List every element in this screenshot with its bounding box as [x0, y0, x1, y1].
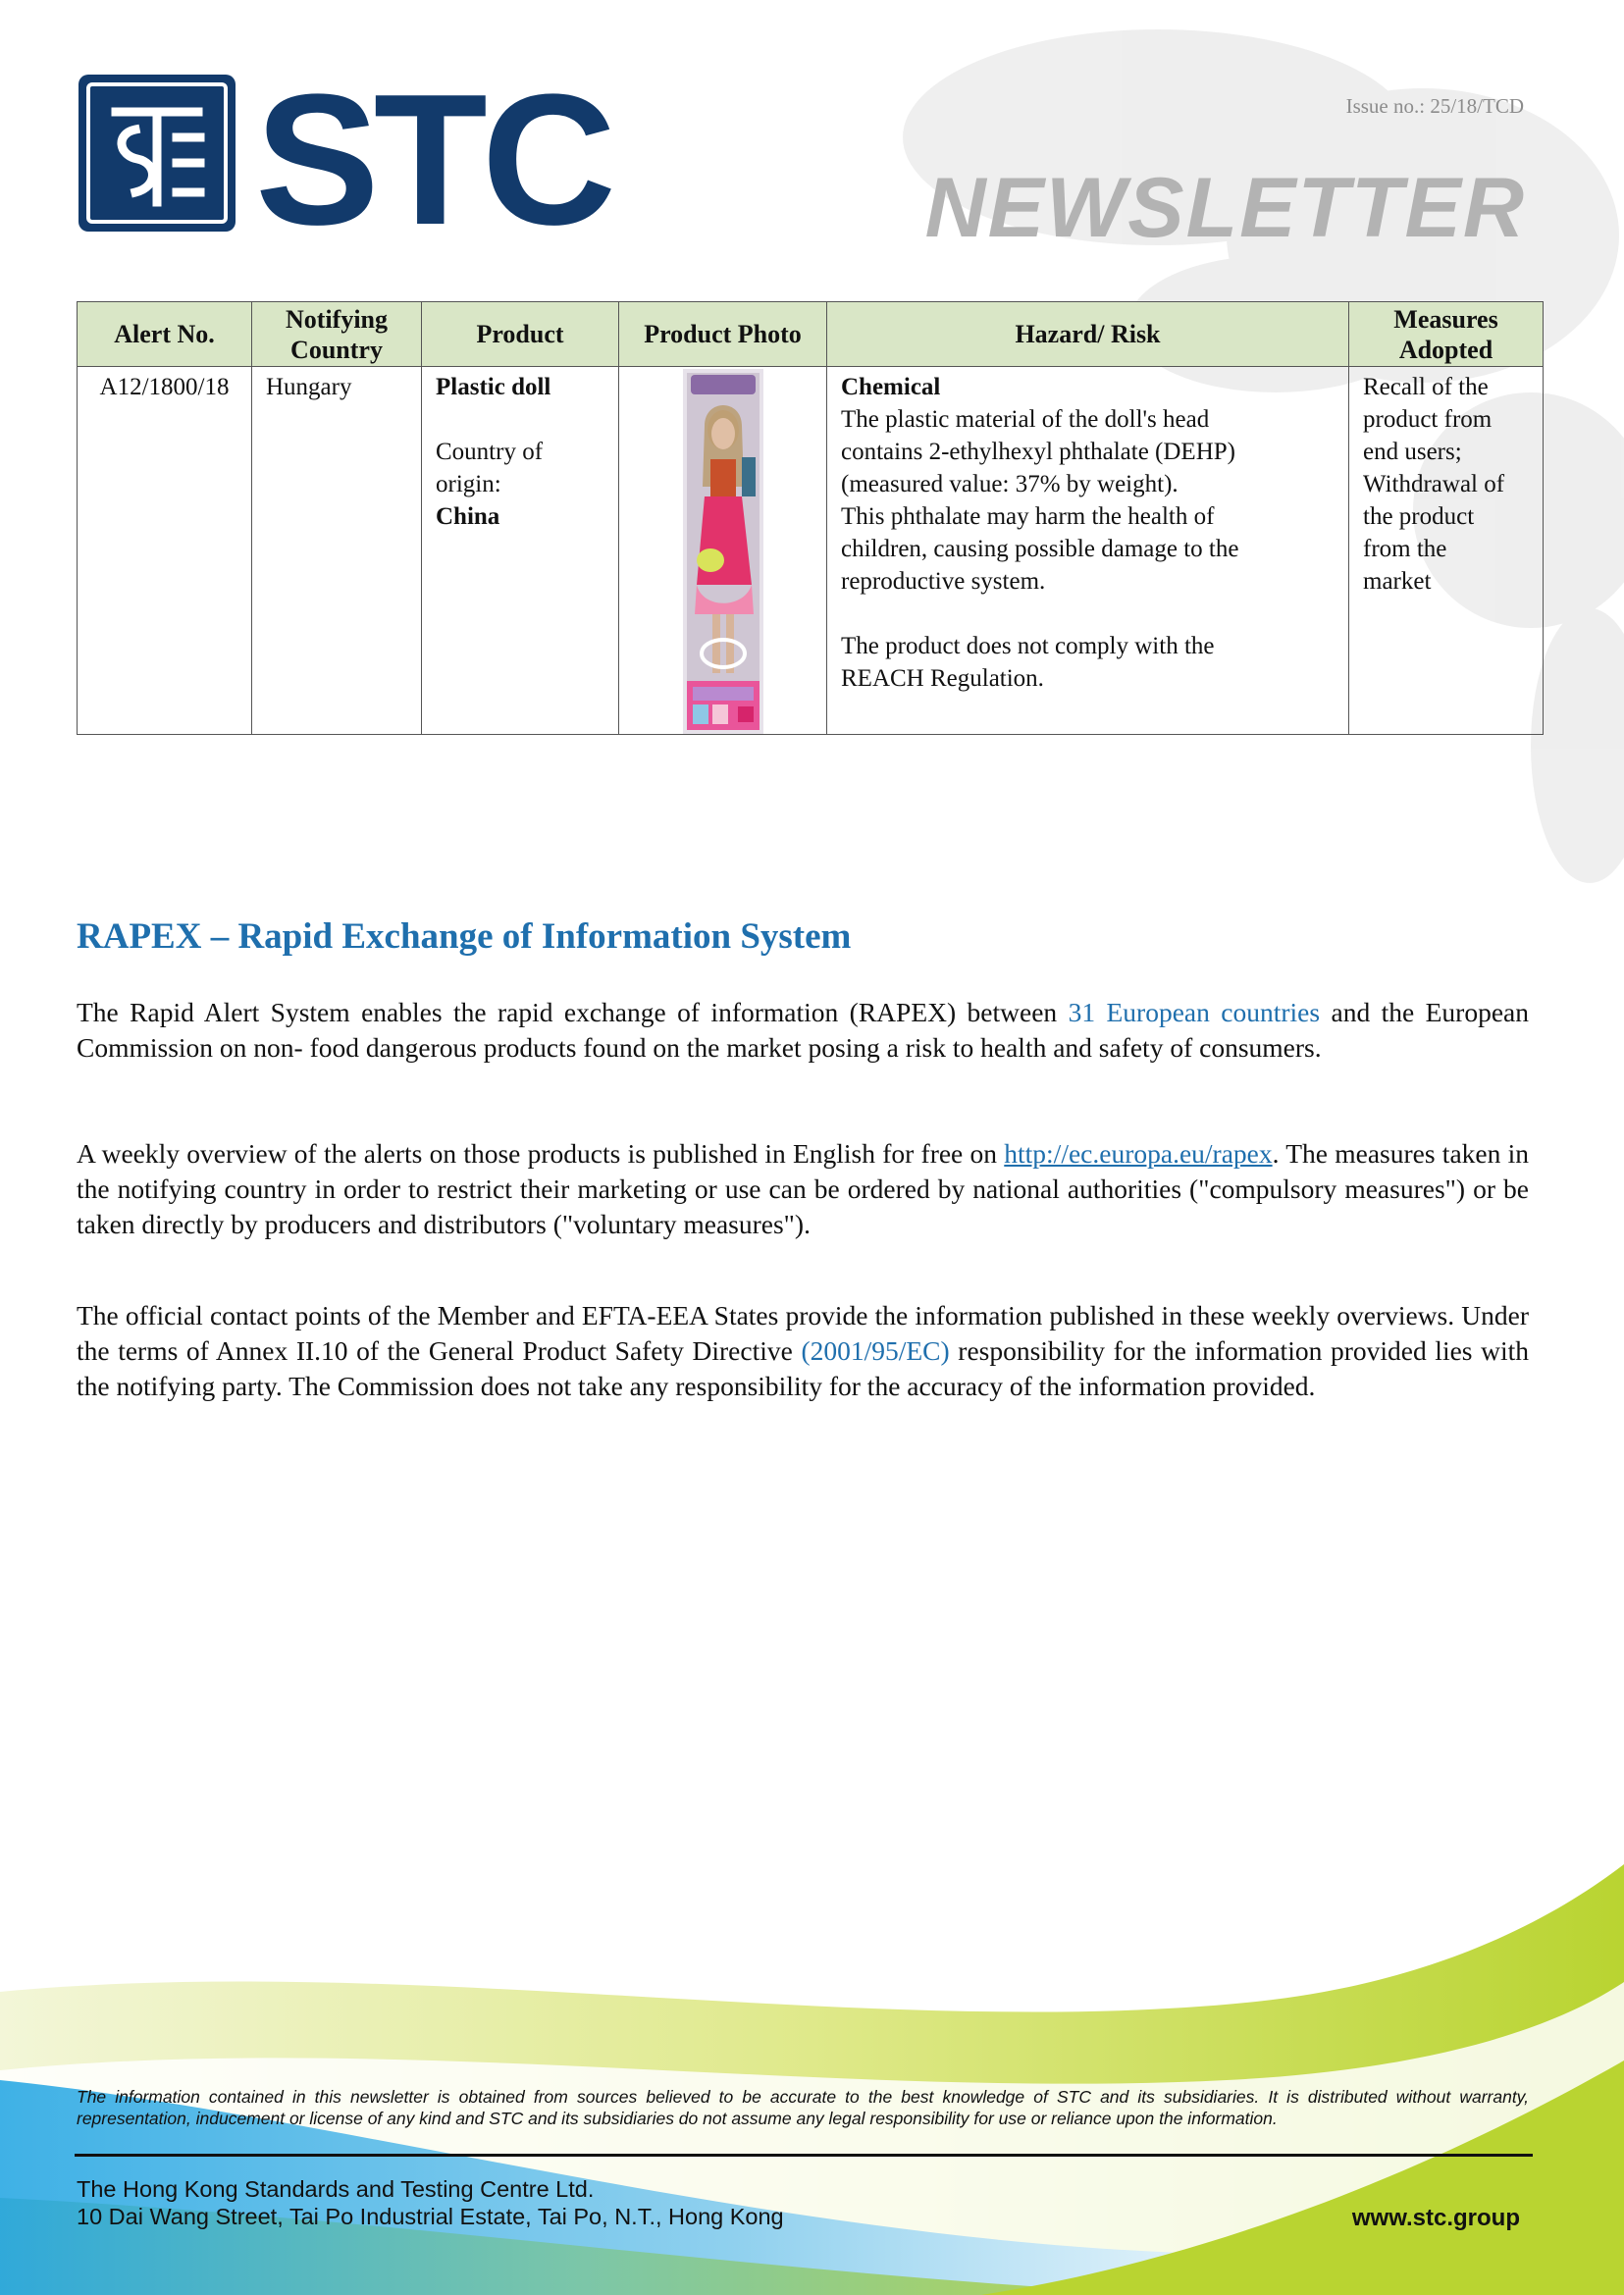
rapex-paragraph-2 [77, 1136, 1529, 1242]
header-hazard-risk: Hazard/ Risk [827, 302, 1349, 367]
origin-label-line2: origin: [436, 471, 501, 497]
cell-hazard-risk [827, 367, 1349, 735]
rapex-paragraph-3 [77, 1298, 1529, 1404]
hazard-text-line: reproductive system. [841, 568, 1046, 595]
doll-product-photo [683, 369, 763, 734]
stc-logo [77, 73, 675, 237]
header-notifying-country-line2: Country [290, 335, 383, 364]
hazard-text-line: REACH Regulation. [841, 665, 1044, 692]
header-notifying-country [252, 302, 422, 367]
origin-value: China [436, 503, 500, 530]
measures-text-line: the product [1363, 503, 1475, 530]
cell-country: Hungary [252, 367, 422, 735]
cell-measures-adopted [1349, 367, 1544, 735]
measures-text-line: from the [1363, 536, 1447, 562]
footer-disclaimer: The information contained in this newsletter is obtained from sources believed to be accurate to the best knowledge of STC and its subsidiaries. It is distributed without warranty, representation, inducement or license of any kind and STC and its subsidiaries do not assume any legal responsibility for use or reliance upon the information. [77, 2087, 1529, 2128]
european-countries-link[interactable]: 31 European countries [1068, 997, 1321, 1027]
rapex-p3-text-b: responsibility for the information provided lies with the notifying party. The Commission does not take any responsibility for the accuracy of the information provided. [77, 1335, 1529, 1401]
cell-product [422, 367, 619, 735]
website-link[interactable]: www.stc.group [1351, 2205, 1520, 2231]
table-header-row [78, 302, 1544, 367]
cell-product-photo [619, 367, 827, 735]
rapex-paragraph-1 [77, 995, 1529, 1066]
rapex-url-link[interactable]: http://ec.europa.eu/rapex [1004, 1138, 1273, 1169]
measures-text-line: end users; [1363, 439, 1462, 465]
measures-text-line: Withdrawal of [1363, 471, 1505, 497]
rapex-heading: RAPEX – Rapid Exchange of Information System [77, 916, 852, 957]
product-name: Plastic doll [436, 374, 551, 400]
header-product-photo: Product Photo [619, 302, 827, 367]
origin-label-line1: Country of [436, 439, 544, 465]
alert-table [77, 301, 1544, 735]
hazard-text-line: The product does not comply with the [841, 633, 1215, 659]
cell-alert-no: A12/1800/18 [78, 367, 252, 735]
measures-text-line: product from [1363, 406, 1493, 433]
directive-link[interactable]: (2001/95/EC) [801, 1335, 950, 1366]
header-measures-adopted [1349, 302, 1544, 367]
hazard-text-line: The plastic material of the doll's head [841, 406, 1210, 433]
measures-text-line: Recall of the [1363, 374, 1489, 400]
issue-number: Issue no.: 25/18/TCD [1345, 94, 1524, 118]
rapex-p3-text-a: The official contact points of the Member and EFTA-EEA States provide the information published in these weekly overviews. Under the terms of Annex II.10 of the General Product Safety Directive [77, 1300, 1529, 1366]
logo-wordmark: STC [255, 73, 610, 237]
hazard-text-line: (measured value: 37% by weight). [841, 471, 1179, 497]
company-name: The Hong Kong Standards and Testing Centre Ltd. [77, 2176, 595, 2202]
hazard-text-line: children, causing possible damage to the [841, 536, 1239, 562]
header-alert-no: Alert No. [78, 302, 252, 367]
header-measures-line2: Adopted [1398, 335, 1493, 364]
table-row [78, 367, 1544, 735]
measures-text-line: market [1363, 568, 1432, 595]
hazard-type: Chemical [841, 374, 941, 400]
rapex-p2-text-b: . The measures taken in the notifying country in order to restrict their marketing or use can be ordered by national authorities ("compulsory measures") or be taken directly by producers and distributors ("voluntary measures"). [77, 1138, 1529, 1239]
hazard-text-line: This phthalate may harm the health of [841, 503, 1215, 530]
newsletter-title: NEWSLETTER [924, 161, 1526, 255]
header-product: Product [422, 302, 619, 367]
company-address: 10 Dai Wang Street, Tai Po Industrial Estate, Tai Po, N.T., Hong Kong [77, 2204, 784, 2229]
rapex-p1-text-b: and the European Commission on non- food dangerous products found on the market posing a risk to health and safety of consumers. [77, 997, 1530, 1063]
header-measures-line1: Measures [1393, 304, 1498, 334]
hazard-text-line: contains 2-ethylhexyl phthalate (DEHP) [841, 439, 1235, 465]
footer-divider [75, 2154, 1533, 2157]
rapex-p1-text-a: The Rapid Alert System enables the rapid exchange of information (RAPEX) between [77, 997, 1069, 1027]
header-notifying-country-line1: Notifying [286, 304, 388, 334]
rapex-p2-text-a: A weekly overview of the alerts on those products is published in English for free on [77, 1138, 1005, 1169]
